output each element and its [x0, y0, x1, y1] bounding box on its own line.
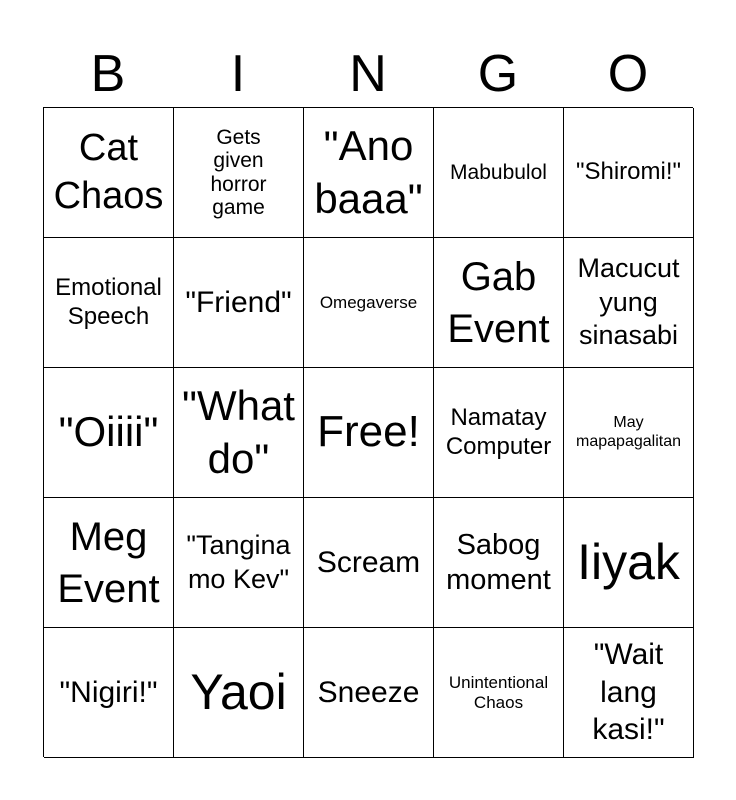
header-letter-o: O	[607, 45, 649, 103]
bingo-cell[interactable]	[564, 498, 694, 628]
header-letter-n: N	[349, 45, 387, 103]
bingo-cell[interactable]	[174, 498, 304, 628]
header-letter-i: I	[230, 45, 246, 103]
cell-label: "Friend"	[185, 285, 292, 319]
header-letter-g: G	[477, 45, 519, 103]
cell-label: Yaoi	[190, 664, 287, 720]
cell-label: Omegaverse	[319, 292, 418, 312]
bingo-cell[interactable]	[304, 368, 434, 498]
bingo-cell[interactable]	[304, 108, 434, 238]
cell-label: "Nigiri!"	[59, 675, 158, 709]
bingo-cell[interactable]	[174, 368, 304, 498]
cell-label: Cat Chaos	[53, 127, 164, 217]
cell-label: Gab Event	[447, 254, 550, 351]
cell-label: Free!	[317, 407, 420, 457]
bingo-cell[interactable]	[174, 238, 304, 368]
bingo-cell[interactable]	[44, 108, 174, 238]
cell-label: Unintentional Chaos	[448, 672, 549, 712]
bingo-cell[interactable]	[44, 498, 174, 628]
bingo-cell[interactable]	[434, 498, 564, 628]
bingo-cell[interactable]	[304, 628, 434, 758]
cell-label: Meg Event	[57, 514, 160, 611]
bingo-cell[interactable]	[44, 368, 174, 498]
bingo-cell[interactable]	[564, 368, 694, 498]
cell-label: "Oiiii"	[58, 408, 159, 456]
bingo-board	[43, 107, 693, 757]
cell-label: Emotional Speech	[55, 273, 162, 330]
cell-label: Mabubulol	[450, 160, 547, 184]
bingo-cell[interactable]	[434, 238, 564, 368]
bingo-cell[interactable]	[564, 108, 694, 238]
bingo-cell[interactable]	[44, 628, 174, 758]
bingo-cell[interactable]	[434, 108, 564, 238]
cell-label: "Ano baaa"	[314, 122, 423, 222]
bingo-cell[interactable]	[304, 498, 434, 628]
cell-label: "Wait lang kasi!"	[592, 638, 665, 747]
cell-label: May mapapagalitan	[576, 414, 681, 450]
cell-label: Macucut yung sinasabi	[577, 252, 680, 351]
cell-label: "Tangina mo Kev"	[186, 529, 291, 594]
cell-label: "Shiromi!"	[575, 158, 682, 186]
bingo-cell[interactable]	[44, 238, 174, 368]
bingo-header	[43, 40, 693, 108]
bingo-cell[interactable]	[174, 108, 304, 238]
cell-label: Namatay Computer	[445, 403, 552, 460]
cell-label: Sabog moment	[446, 528, 551, 596]
cell-label: Scream	[316, 545, 421, 579]
bingo-cell[interactable]	[304, 238, 434, 368]
cell-label: "What do"	[182, 382, 295, 482]
cell-label: Sneeze	[317, 675, 420, 709]
bingo-cell[interactable]	[564, 628, 694, 758]
bingo-cell[interactable]	[434, 628, 564, 758]
bingo-cell[interactable]	[174, 628, 304, 758]
cell-label: Iiyak	[577, 534, 680, 590]
cell-label: Gets given horror game	[210, 126, 267, 219]
bingo-cell[interactable]	[434, 368, 564, 498]
header-letter-b: B	[90, 45, 126, 103]
bingo-cell[interactable]	[564, 238, 694, 368]
